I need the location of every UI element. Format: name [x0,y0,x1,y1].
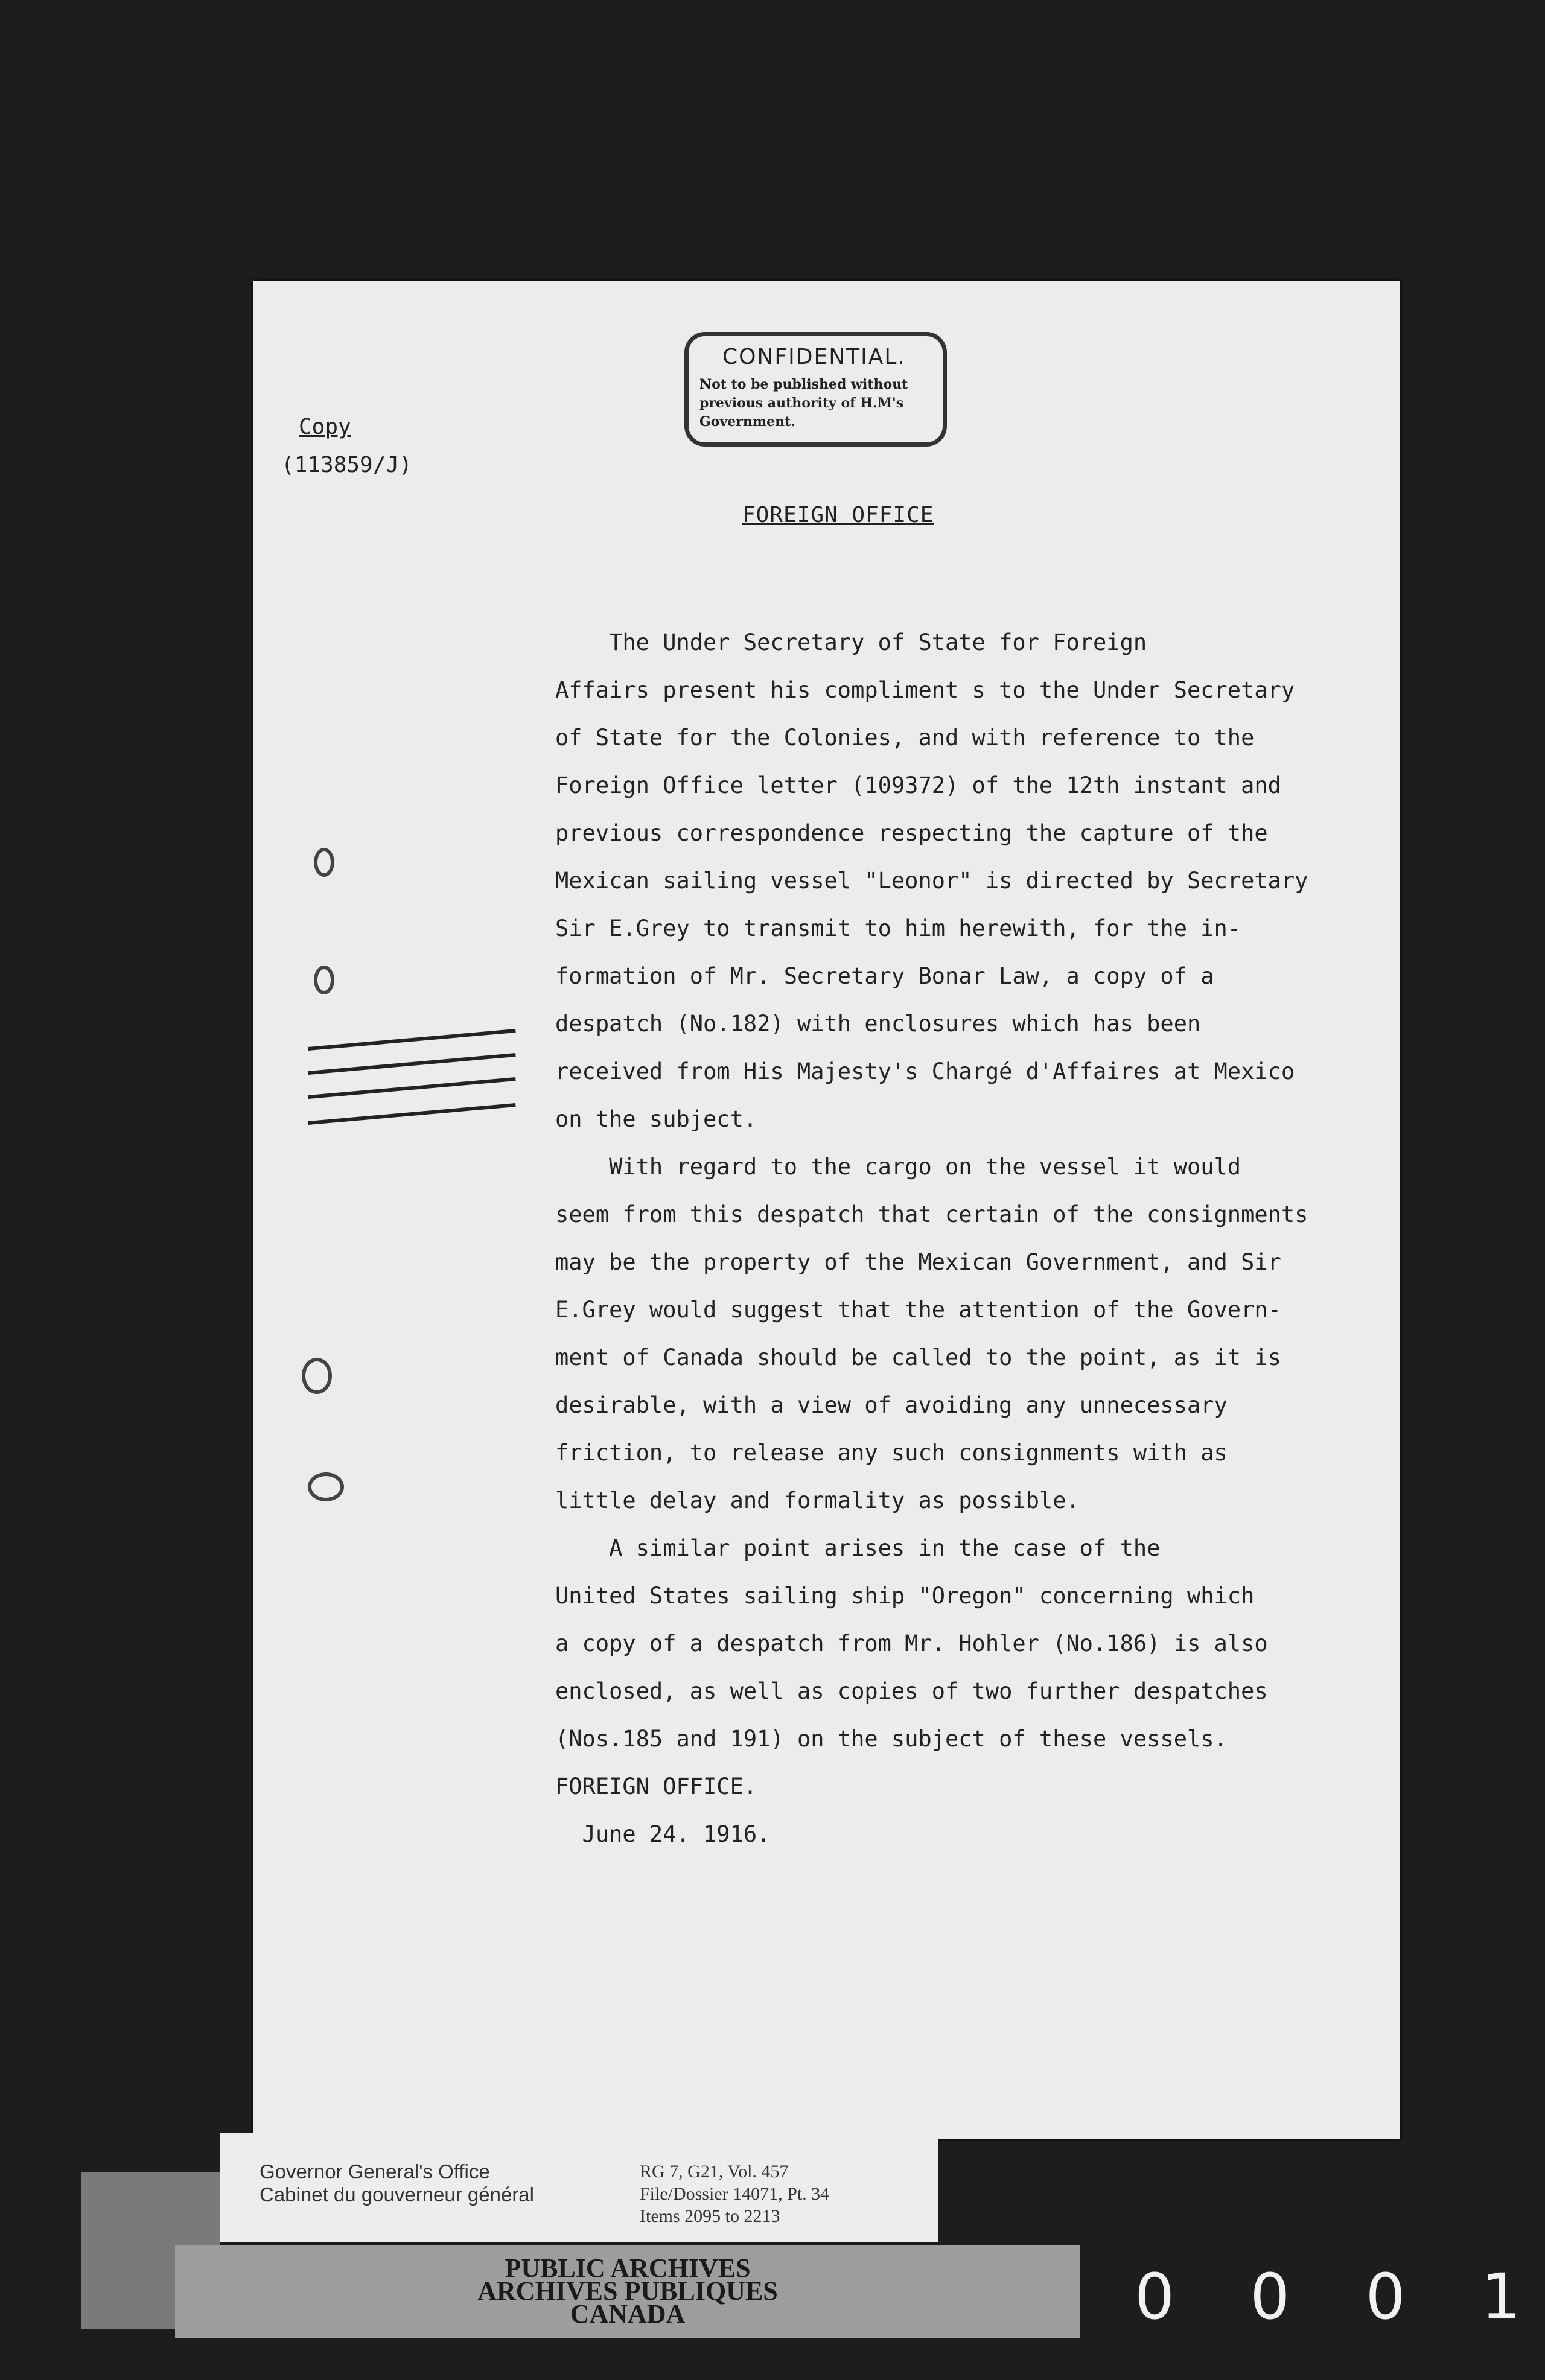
letter-line: E.Grey would suggest that the attention of the Govern- [555,1297,1281,1323]
letter-line: despatch (No.182) with enclosures which has been [555,1011,1201,1037]
letter-line: of State for the Colonies, and with reference to the [555,725,1255,751]
letter-line: little delay and formality as possible. [555,1488,1080,1513]
letter-line: friction, to release any such consignments with as [555,1440,1228,1466]
stamp-line: Not to be published without [699,377,908,392]
confidential-stamp [684,332,947,447]
archive-stamp-line: ARCHIVES PUBLIQUES [477,2276,778,2306]
letter-line: (Nos.185 and 191) on the subject of these vessels. [555,1726,1228,1752]
frame-digit: 0 [1135,2260,1175,2334]
letter-line: Affairs present his compliment s to the Under Secretary [555,677,1295,703]
letter-line: seem from this despatch that certain of the consignments [555,1201,1308,1227]
punch-hole-icon [302,1358,332,1394]
letter-line: With regard to the cargo on the vessel it would [555,1154,1241,1180]
stamp-line: previous authority of H.M's [699,395,904,411]
letter-line: ment of Canada should be called to the point, as it is [555,1344,1281,1370]
archive-stamp-line: CANADA [570,2299,686,2329]
letter-line: A similar point arises in the case of the [555,1535,1161,1561]
letter-line: formation of Mr. Secretary Bonar Law, a copy of a [555,963,1214,989]
stamp-line: Government. [699,414,795,430]
letter-body [555,619,1394,1858]
file-number: File/Dossier 14071, Pt. 34 [640,2184,830,2204]
letter-line: received from His Majesty's Chargé d'Affaires at Mexico [555,1058,1295,1084]
stamp-title: CONFIDENTIAL. [722,345,906,369]
reference-number: (113859/J) [281,453,412,477]
office-name-en: Governor General's Office [260,2160,490,2183]
punch-hole-icon [314,848,334,877]
letter-heading: FOREIGN OFFICE [742,503,934,527]
public-archives-stamp [175,2245,1080,2338]
letter-line: on the subject. [555,1106,757,1132]
letter-line: June 24. 1916. [555,1821,771,1847]
copy-label: Copy [299,415,351,439]
letter-line: The Under Secretary of State for Foreign [555,629,1147,655]
frame-digit: 1 [1480,2260,1521,2334]
letter-line: a copy of a despatch from Mr. Hohler (No.186) is also [555,1631,1268,1656]
letter-line: Mexican sailing vessel "Leonor" is directed by Secretary [555,868,1308,894]
letter-line: Foreign Office letter (109372) of the 12th instant and [555,772,1281,798]
letter-line: desirable, with a view of avoiding any unnecessary [555,1392,1228,1418]
letter-line: enclosed, as well as copies of two further despatches [555,1678,1268,1704]
record-group: RG 7, G21, Vol. 457 [640,2162,789,2181]
frame-number [1135,2260,1521,2334]
letter-line: Sir E.Grey to transmit to him herewith, for the in- [555,915,1241,941]
archive-reference-tag [220,2133,938,2242]
document-page [253,281,1400,2139]
frame-digit: 0 [1365,2260,1406,2334]
frame-digit: 0 [1250,2260,1290,2334]
letter-line: FOREIGN OFFICE. [555,1774,757,1799]
archive-stamp-line: PUBLIC ARCHIVES [505,2253,751,2283]
letter-line: may be the property of the Mexican Government, and Sir [555,1249,1281,1275]
letter-line: United States sailing ship "Oregon" concerning which [555,1583,1255,1609]
office-name-fr: Cabinet du gouverneur général [260,2183,534,2206]
punch-hole-icon [308,1472,344,1501]
letter-line: previous correspondence respecting the capture of the [555,820,1268,846]
item-range: Items 2095 to 2213 [640,2206,780,2226]
punch-hole-icon [314,966,334,994]
